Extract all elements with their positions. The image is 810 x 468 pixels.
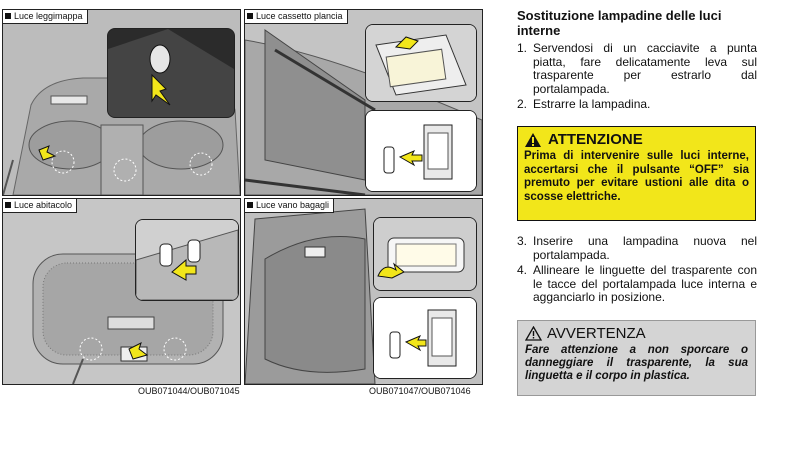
step-text: Inserire una lampadina nuova nel portalampada.: [533, 234, 757, 262]
glovebox-lamp-illustration: [366, 25, 476, 101]
step-text: Estrarre la lampadina.: [533, 97, 651, 111]
warning-title-row: [524, 131, 749, 148]
figure-cabin-light: [2, 198, 241, 385]
map-light-lens-right: [139, 121, 223, 169]
caption-marker-icon: [247, 13, 253, 19]
step-number: 1.: [517, 41, 528, 55]
figure-caption: [245, 10, 348, 24]
glovebox-lamp-inset: [365, 24, 477, 102]
warning-triangle-icon: [524, 132, 542, 148]
cabin-light-inset: [135, 219, 239, 301]
steps-list-second: [517, 235, 757, 305]
figure-code-left: OUB071044/OUB071045: [138, 386, 240, 396]
map-light-lens-left: [29, 121, 113, 169]
step-item: [517, 42, 757, 96]
step-item: [517, 264, 757, 305]
step-item: [517, 235, 757, 262]
step-number: 4.: [517, 263, 528, 277]
trunk-lamp-illustration: [374, 218, 476, 290]
glovebox-bulb-inset: [365, 110, 477, 192]
step-text: Allineare le linguette del trasparente con le tacce del portalampada luce interna e agganciarlo in posizione.: [533, 263, 757, 304]
figure-glovebox-light: [244, 9, 483, 196]
caption-text: Luce cassetto plancia: [256, 11, 343, 21]
figure-code-right: OUB071047/OUB071046: [369, 386, 471, 396]
festoon-bulb-illustration: [366, 111, 476, 191]
trunk-lamp-inset: [373, 217, 477, 291]
figure-caption: [3, 199, 77, 213]
caution-box: [517, 320, 756, 396]
caption-text: Luce vano bagagli: [256, 200, 330, 210]
warning-box: [517, 126, 756, 221]
map-light-inset: [107, 28, 235, 118]
warning-text: Prima di intervenire sulle luci interne, accertarsi che il pulsante “OFF” sia premuto per evitare ustioni alle dita o scosse elettriche.: [524, 150, 749, 203]
caption-text: Luce abitacolo: [14, 200, 73, 210]
caption-marker-icon: [5, 202, 11, 208]
trunk-bulb-inset: [373, 297, 477, 379]
steps-list-first: [517, 42, 757, 112]
caution-triangle-icon: [525, 326, 542, 341]
figure-trunk-light: [244, 198, 483, 385]
step-number: 3.: [517, 234, 528, 248]
figure-caption: [245, 199, 334, 213]
caution-text: Fare attenzione a non sporcare o danneggiare il trasparente, la sua linguetta e il corpo in plastica.: [525, 344, 748, 382]
caption-marker-icon: [247, 202, 253, 208]
caption-marker-icon: [5, 13, 11, 19]
warning-title: ATTENZIONE: [548, 131, 643, 148]
step-text: Servendosi di un cacciavite a punta piatta, fare delicatamente leva sul trasparente per estrarlo dal portalampada.: [533, 41, 757, 96]
figure-map-light: [2, 9, 241, 196]
trunk-festoon-bulb-illustration: [374, 298, 476, 378]
section-title: Sostituzione lampadine delle luci interne: [517, 8, 722, 38]
bulb-removal-illustration: [108, 29, 234, 117]
step-item: [517, 98, 757, 112]
cabin-bulb-illustration: [136, 220, 238, 300]
caption-text: Luce leggimappa: [14, 11, 83, 21]
step-number: 2.: [517, 97, 528, 111]
caution-title: AVVERTENZA: [547, 325, 646, 342]
figure-caption: [3, 10, 88, 24]
caution-title-row: [525, 325, 748, 342]
